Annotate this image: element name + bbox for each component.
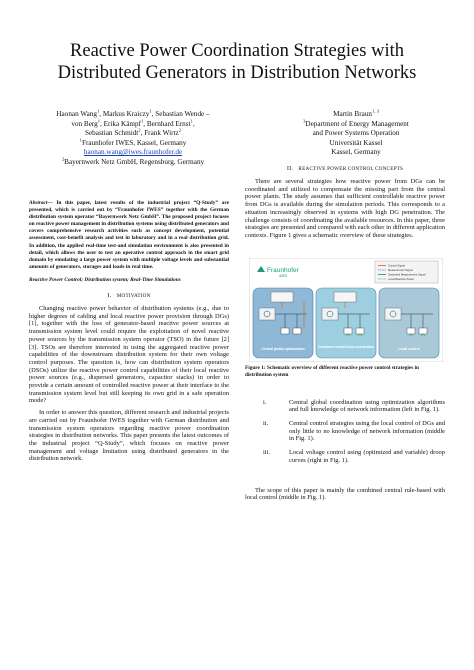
transformer-box — [259, 308, 275, 320]
author-line — [22, 129, 244, 139]
fraunhofer-logo-text: Fraunhofer — [267, 266, 299, 274]
affiliation-line: and Power Systems Operation — [312, 129, 400, 138]
title-line-1: Reactive Power Coordination Strategies with — [70, 41, 404, 61]
author-name: , Erika Kämpf — [100, 119, 141, 128]
author-sup: 1 — [190, 118, 193, 124]
figure-legend — [375, 261, 438, 283]
section-number: I. — [107, 292, 112, 300]
affiliation-sup: 3 — [303, 118, 306, 124]
controller-box — [334, 292, 356, 302]
section-title: MOTIVATION — [116, 293, 151, 300]
author-sup: 1, 3 — [372, 108, 379, 114]
list-item — [245, 420, 445, 443]
controller-box — [271, 292, 293, 302]
generator-icon — [293, 328, 301, 334]
generator-icon — [419, 328, 427, 334]
author-name: , Markus Kraiczy — [99, 110, 150, 118]
list-item-number: i. — [263, 398, 267, 406]
abstract-lead: Abstract — [29, 200, 48, 206]
list-item-text: Central control strategies using the local control of DGs and only little to no knowledge of network information (middle in Fig. 1). — [289, 420, 445, 443]
body-paragraph: Changing reactive power behavior of distribution systems (e.g., due to higher degrees of cabling and local reactive power provision through DGs) [1], together with the loss of generator-based reactive power sources at transmission system level could require the exploitation of novel reactive power sources by the transmission system operator (TSO) in the future [2] [3]. TSOs are therefore interested in using the aggregated reactive power capabilities of the downstream distribution system for their own voltage control purposes. The question is, how can distribution system operators (DSOs) utilize the reactive power control capabilities of their local reactive power sources (e.g., dispersed generators, capacitor stacks) in order to provide a certain amount of controlled reactive power at their interface to the transmission system level but still keeping its own grid in a safe operation mode? — [29, 305, 229, 405]
generator-icon — [344, 328, 352, 334]
affiliation-line — [22, 139, 244, 149]
affiliation-line: Universität Kassel — [329, 138, 383, 147]
list-item — [245, 449, 445, 464]
list-item — [245, 399, 445, 414]
author-email-link[interactable]: haonan.wang@iwes.fraunhofer.de — [83, 148, 183, 157]
affiliation-text: Fraunhofer IWES, Kassel, Germany — [81, 138, 187, 147]
author-sup: 1 — [140, 118, 144, 124]
email-line — [22, 148, 244, 158]
strategy-list — [245, 399, 445, 465]
body-paragraph: In order to answer this question, different research and industrial projects are carried out by Fraunhofer IWES together with German distribution and transmission system operators regarding reactive power coordination strategies in distribution networks. This paper presents the latest outcomes of the industrial project “Q-Study”, which focuses on reactive power management and voltage limitation using distributed generators in the distribution network. — [29, 409, 229, 463]
panel-local — [379, 288, 439, 358]
affiliation-sup: 2 — [61, 156, 65, 162]
paper-title — [20, 40, 454, 84]
figure-caption: Figure 1: Schematic overview of different reactive power control strategies in distribution system — [245, 364, 419, 378]
list-item-number: ii. — [263, 420, 269, 428]
author-line — [22, 110, 244, 120]
body-paragraph: The scope of this paper is mainly the combined central rule-based with local control (middle in Fig. 1). — [245, 486, 445, 502]
keywords: Reactive Power Control; Distribution system; Real-Time Simulations — [29, 276, 181, 283]
fraunhofer-logo-sub: IWES — [279, 273, 288, 278]
affiliation-line — [258, 120, 454, 130]
panel-combined — [316, 288, 376, 358]
author-name: Haonan Wang — [56, 110, 97, 118]
panel-label: Central global optimization — [261, 346, 305, 351]
author-sup: 1 — [149, 108, 152, 114]
left-column — [29, 200, 229, 467]
section-title: REACTIVE POWER CONTROL CONCEPTS — [298, 166, 404, 172]
transformer-box — [385, 308, 401, 320]
legend-label: Control Signal — [388, 264, 405, 268]
author-name: Sebastian Schmidt — [84, 129, 139, 138]
legend-label: Optimised Measurement Signal — [388, 273, 426, 277]
right-column — [245, 165, 445, 506]
transformer-box — [322, 308, 338, 320]
generator-icon — [281, 328, 289, 334]
affiliation-line: Kassel, Germany — [331, 148, 381, 157]
panel-label: Local control — [398, 346, 420, 351]
generator-icon — [407, 328, 415, 334]
author-sup: 2 — [178, 127, 181, 133]
legend-label: Measurement Signal — [388, 268, 413, 272]
author-line — [22, 120, 244, 130]
author-line — [258, 110, 454, 120]
body-paragraph: There are several strategies how reactive power from DGs can be coordinated and utilized to compensate the missing part from the central power plants. The study assumes that sufficient controllable reactive power from DGs is available during the simulation periods. This corresponds to a situation increasingly observed in systems with high DG penetration. The challenge consists of coordinating the available resources. In this paper, three strategies are presented and compared with each other in different application contexts. Figure 1 gives a schematic overview of these strategies. — [245, 178, 445, 239]
author-name: , Frank Wirtz — [140, 129, 179, 138]
author-name: , Sebastian Wende – — [151, 110, 210, 118]
figure-1-diagram — [249, 258, 443, 362]
author-sup: 1 — [97, 118, 101, 124]
figure-1 — [249, 258, 443, 362]
panel-label: Combined central/ local coordination — [317, 344, 375, 349]
panel-central-global — [253, 288, 313, 358]
abstract — [29, 200, 229, 271]
author-block-left — [22, 110, 244, 168]
affiliation-text: Department of Energy Management — [305, 119, 409, 128]
list-item-number: iii. — [263, 449, 270, 457]
author-name: , — [192, 119, 195, 128]
author-block-right — [258, 110, 454, 158]
legend-label: Local Reactive Power — [388, 277, 414, 281]
list-item-text: Local voltage control using (optimized and variable) droop curves (right in Fig. 1). — [289, 449, 445, 464]
affiliation-line — [22, 158, 244, 168]
affiliation-sup: 1 — [79, 137, 82, 143]
title-line-2: Distributed Generators in Distribution Networks — [57, 63, 417, 83]
section-number: II. — [286, 165, 294, 172]
affiliation-text: Bayernwerk Netz GmbH, Regensburg, Germany — [64, 157, 205, 166]
author-sup: 1 — [96, 108, 100, 114]
author-name: von Berg — [71, 119, 98, 128]
abstract-text: — In this paper, latest results of the industrial project “Q-Study” are presented, which is carried out by “Fraunhofer IWES” together with the German distribution system operator “Bayernwerk Netz GmbH”. The proposed project focuses on reactive power management in distribution systems using distributed generators and covers comprehensive research activities such as concept development, potential assessment, cost-benefit analysis and test in laboratory and in a real distribution grid. In addition, the applied real-time test-and simulation environment is also presented in detail, which allows the user to test an operative control approach in the smart grid domain by emulating a large power system with multiple voltage levels and substantial amounts of generators, storages and loads in real time. — [29, 200, 229, 270]
section-heading-1 — [29, 292, 229, 300]
list-item-text: Central global coordination using optimization algorithms and full knowledge of network information (left in Fig. 1). — [289, 398, 445, 414]
author-sup: 2 — [138, 127, 141, 133]
section-heading-2 — [245, 165, 445, 173]
generator-icon — [356, 328, 364, 334]
author-name: , Bernhard Ernst — [143, 119, 191, 128]
author-name: Martin Braun — [333, 110, 373, 118]
